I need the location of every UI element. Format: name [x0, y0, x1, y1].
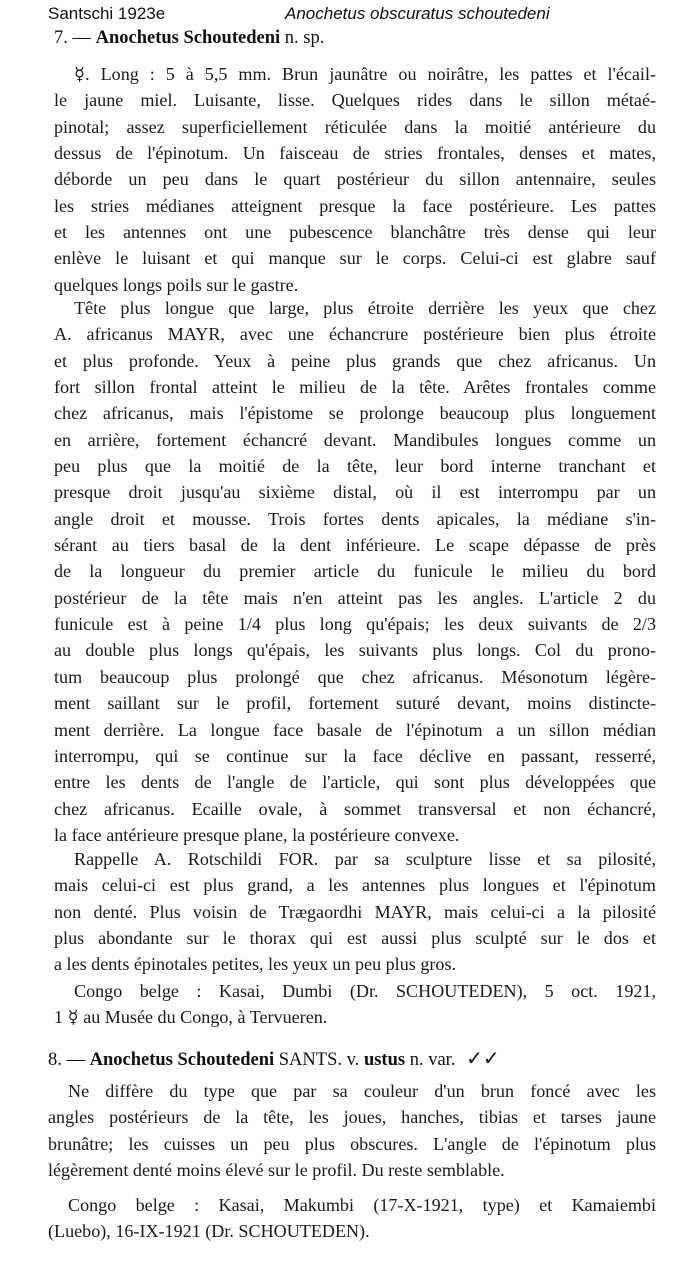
text-line: sérant au tiers basal de la dent inférieure. Le scape dépasse de près: [54, 535, 656, 556]
text-line: tum beaucoup plus prolongé que chez africanus. Mésonotum légère-: [54, 666, 656, 687]
text-line: brunâtre; les cuisses un peu plus obscures. L'angle de l'épinotum plus: [48, 1133, 656, 1154]
text-line: A. africanus MAYR, avec une échancrure postérieure bien plus étroite: [54, 324, 656, 345]
text-line: et plus profonde. Yeux à peine plus grands que chez africanus. Un: [54, 350, 656, 371]
text-line: fort sillon frontal atteint le milieu de la tête. Arêtes frontales comme: [54, 377, 656, 398]
section-8-description-paragraph: [48, 1078, 656, 1183]
section-7-description-paragraph: [54, 61, 656, 298]
text-line: les stries médianes atteignent presque la face postérieure. Les pattes: [54, 195, 656, 216]
text-line: Congo belge : Kasai, Dumbi (Dr. SCHOUTEDEN), 5 oct. 1921,: [74, 981, 656, 1001]
section-8-author: SANTS.: [278, 1050, 342, 1070]
text-line: ☿. Long : 5 à 5,5 mm. Brun jaunâtre ou noirâtre, les pattes et l'écail-: [74, 64, 656, 84]
text-line: angle droit et mousse. Trois fortes dents apicales, la médiane s'in-: [54, 508, 656, 529]
section-8-locality-paragraph: [48, 1192, 656, 1245]
text-line: en arrière, fortement échancré devant. Mandibules longues comme un: [54, 429, 656, 450]
text-line: postérieur de la tête mais n'en atteint pas les angles. L'article 2 du: [54, 587, 656, 608]
text-line: mais celui-ci est plus grand, a les antennes plus longues et l'épinotum: [54, 875, 656, 896]
section-7-species-name: Anochetus Schoutedeni: [95, 28, 281, 48]
section-7-number: 7. —: [54, 28, 91, 48]
text-line: Rappelle A. Rotschildi FOR. par sa sculpture lisse et sa pilosité,: [74, 849, 656, 869]
text-line: déborde un peu dans le quart postérieur du sillon antennaire, seules: [54, 169, 656, 190]
text-line: funicule est à peine 1/4 plus long qu'épais; les deux suivants de 2/3: [54, 614, 656, 635]
text-line: au double plus longs qu'épais, les suivants plus longs. Col du prono-: [54, 640, 656, 661]
section-8-heading: [48, 1046, 500, 1071]
section-7-heading: [54, 28, 324, 49]
section-8-status: n. var.: [409, 1050, 456, 1070]
header-taxon: Anochetus obscuratus schoutedeni: [285, 4, 550, 23]
text-line: ment derrière. La longue face basale de l'épinotum a un sillon médian: [54, 719, 656, 740]
section-8-rank: v.: [346, 1050, 360, 1070]
section-8-number: 8. —: [48, 1050, 85, 1070]
text-line: la face antérieure presque plane, la postérieure convexe.: [54, 824, 460, 845]
text-line: le jaune miel. Luisante, lisse. Quelques rides dans le sillon métaé-: [54, 90, 656, 111]
text-line: de la longueur du premier article du funicule le milieu du bord: [54, 561, 656, 582]
section-7-status: n. sp.: [284, 28, 325, 48]
text-line: (Luebo), 16-IX-1921 (Dr. SCHOUTEDEN).: [48, 1221, 370, 1242]
text-line: et les antennes ont une pubescence blanchâtre très dense qui leur: [54, 222, 656, 243]
text-line: plus abondante sur le thorax qui est aussi plus sculpté sur le dos et: [54, 928, 656, 949]
text-line: Congo belge : Kasai, Makumbi (17-X-1921, type) et Kamaiembi: [68, 1195, 656, 1215]
text-line: légèrement denté moins élevé sur le profil. Du reste semblable.: [48, 1160, 505, 1181]
text-line: entre les dents de l'angle de l'article, qui sont plus développées que: [54, 772, 656, 793]
section-7-locality-paragraph: [54, 978, 656, 1031]
section-8-species-name: Anochetus Schoutedeni: [89, 1050, 275, 1070]
text-line: a les dents épinotales petites, les yeux un peu plus gros.: [54, 954, 457, 975]
section-8-variety-name: ustus: [363, 1050, 406, 1070]
section-7-morphology-paragraph: [54, 295, 656, 848]
text-line: enlève le luisant et qui manque sur le corps. Celui-ci est glabre sauf: [54, 248, 656, 269]
text-line: chez africanus, mais l'épistome se prolonge beaucoup plus longuement: [54, 403, 656, 424]
text-line: peu plus que la moitié de la tête, leur bord interne tranchant et: [54, 456, 656, 477]
text-line: chez africanus. Ecaille ovale, à sommet transversal et non échancré,: [54, 798, 656, 819]
text-line: angles postérieurs de la tête, les joues, hanches, tibias et tarses jaune: [48, 1107, 656, 1128]
text-line: pinotal; assez superficiellement réticulée dans la moitié antérieure du: [54, 116, 656, 137]
text-line: presque droit jusqu'au sixième distal, où il est interrompu par un: [54, 482, 656, 503]
text-line: non denté. Plus voisin de Trægaordhi MAYR, mais celui-ci a la pilosité: [54, 901, 656, 922]
text-line: interrompu, qui se continue sur la face déclive en passant, resserré,: [54, 745, 656, 766]
text-line: 1 ☿ au Musée du Congo, à Tervueren.: [54, 1007, 328, 1028]
text-line: Tête plus longue que large, plus étroite derrière les yeux que chez: [74, 298, 656, 318]
text-line: ment saillant sur le profil, fortement suturé devant, moins distincte-: [54, 693, 656, 714]
handwritten-check-marks: ✓✓: [466, 1046, 500, 1070]
header-citation: Santschi 1923e: [48, 4, 166, 23]
text-line: Ne diffère du type que par sa couleur d'un brun foncé avec les: [68, 1081, 656, 1101]
section-7-comparison-paragraph: [54, 846, 656, 978]
text-line: dessus de l'épinotum. Un faisceau de stries frontales, denses et mates,: [54, 143, 656, 164]
text-line: quelques longs poils sur le gastre.: [54, 274, 299, 295]
